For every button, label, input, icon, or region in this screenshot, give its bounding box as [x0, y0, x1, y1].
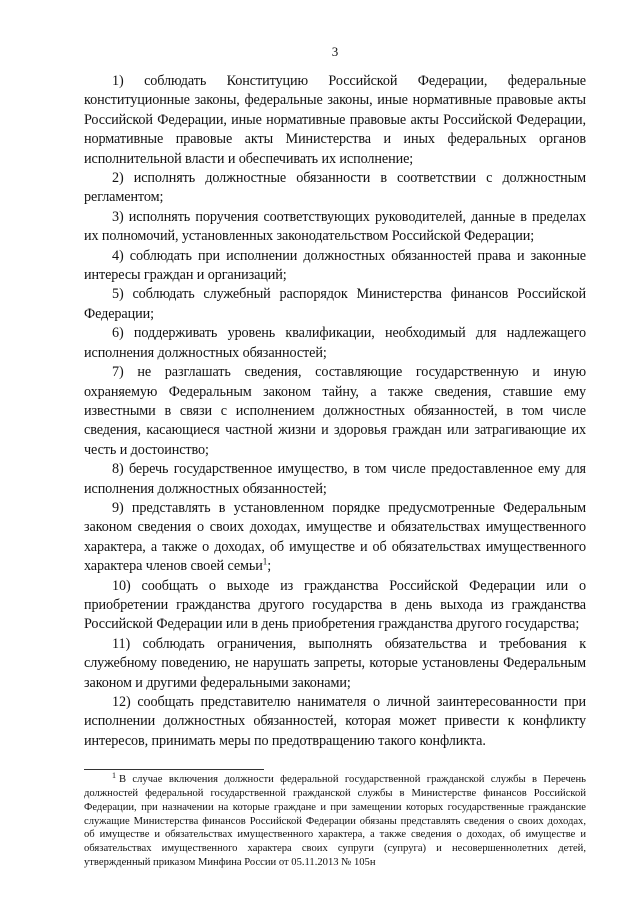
- duty-item-6: 6) поддерживать уровень квалификации, необходимый для надлежащего исполнения должностных обязанностей;: [84, 325, 586, 361]
- footnote: [84, 770, 586, 870]
- duty-item-3: 3) исполнять поручения соответствующих руководителей, данные в пределах их полномочий, установленных законодательством Российской Федерации;: [84, 208, 586, 245]
- duty-item-2: 2) исполнять должностные обязанности в соответствии с должностным регламентом;: [84, 170, 586, 206]
- footnote-text: В случае включения должности федеральной государственной гражданской службы в Перечень должностей федеральной государственной гражданской службы в Министерстве финансов Российской Федерации, при назначении на которые граждане и при замещении которых государственные гражданские служащие Министерства финансов Российской Федерации обязаны представлять сведения о своих доходах, об имуществе и обязательствах имущественного характера, а также сведения о доходах, об имуществе и обязательствах имущественного характера своих супруги (супруга) и несовершеннолетних детей, утвержденный приказом Минфина России от 05.11.2013 № 105н: [84, 774, 586, 868]
- duty-item-4: 4) соблюдать при исполнении должностных обязанностей права и законные интересы граждан и организаций;: [84, 247, 586, 284]
- duty-item-5: 5) соблюдать служебный распорядок Министерства финансов Российской Федерации;: [84, 286, 586, 322]
- footnote-paragraph: [84, 770, 586, 870]
- duty-item-9-text: 9) представлять в установленном порядке предусмотренные Федеральным законом сведения о своих доходах, имуществе и обязательствах имущественного характера, а также о доходах, об имуществе и об обязательствах имущественного характера членов своей семьи: [84, 499, 586, 575]
- duty-item-1: 1) соблюдать Конституцию Российской Федерации, федеральные конституционные законы, федеральные законы, иные нормативные правовые акты Российской Федерации, иные нормативные правовые акты Российской Федерации, нормативные правовые акты Министерства и иных федеральных органов исполнительной власти и обеспечивать их исполнение;: [84, 73, 586, 167]
- duty-item-8: 8) беречь государственное имущество, в том числе предоставленное ему для исполнения должностных обязанностей;: [84, 461, 586, 497]
- duty-item-9: [84, 499, 586, 577]
- duty-item-11: 11) соблюдать ограничения, выполнять обязательства и требования к служебному поведению, не нарушать запреты, которые установлены Федеральным законом и другими федеральными законами;: [84, 635, 586, 691]
- footnote-mark: 1: [112, 770, 116, 780]
- duty-item-10: 10) сообщать о выходе из гражданства Российской Федерации или о приобретении гражданства другого государства в день выхода из гражданства Российской Федерации или в день приобретения гражданства другого государства;: [84, 577, 586, 633]
- duty-item-12: 12) сообщать представителю нанимателя о личной заинтересованности при исполнении должностных обязанностей, которая может привести к конфликту интересов, принимать меры по предотвращению такого конфликта.: [84, 694, 586, 749]
- duty-item-7: 7) не разглашать сведения, составляющие государственную и иную охраняемую Федеральным законом тайну, а также сведения, ставшие ему известными в связи с исполнением должностных обязанностей, в том числе сведения, касающиеся частной жизни и здоровья граждан или затрагивающие их честь и достоинство;: [84, 364, 586, 458]
- duties-list: [84, 72, 586, 751]
- footnote-divider: [84, 769, 264, 770]
- footnote-reference: 1: [262, 556, 268, 567]
- duty-item-9-tail: ;: [267, 558, 272, 575]
- page-number: 3: [331, 44, 339, 59]
